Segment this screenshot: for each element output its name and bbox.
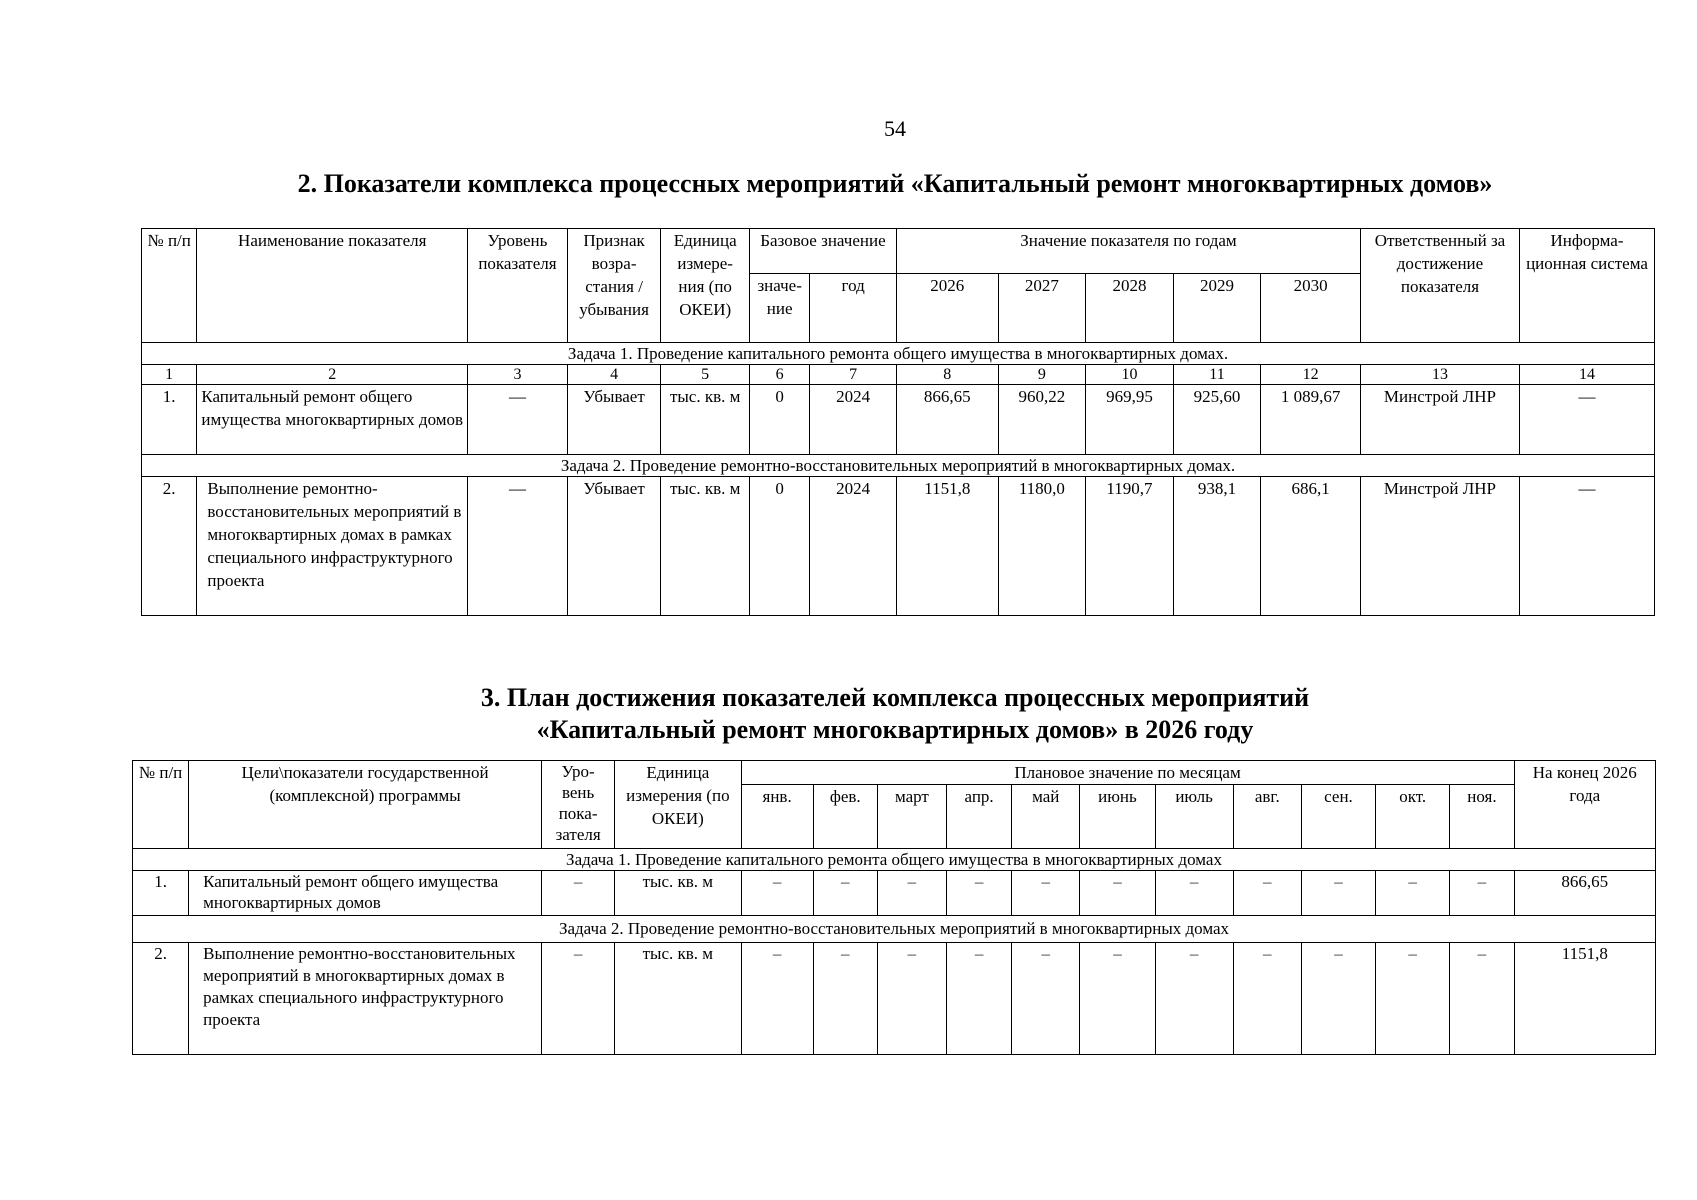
row-responsible: Минстрой ЛНР (1360, 385, 1519, 455)
row-unit: тыс. кв. м (661, 477, 750, 616)
column-number: 3 (468, 365, 568, 385)
column-number: 4 (567, 365, 661, 385)
row-2026: 1151,8 (896, 477, 998, 616)
row-unit: тыс. кв. м (615, 943, 741, 1055)
header-num: № п/п (142, 229, 197, 343)
row-month-value: – (1012, 871, 1080, 916)
header-month: окт. (1376, 785, 1450, 849)
header-num: № п/п (133, 761, 189, 849)
row-level: – (542, 943, 615, 1055)
indicators-table (141, 228, 1655, 616)
row-month-value: – (1301, 871, 1375, 916)
row-month-value: – (1450, 943, 1514, 1055)
row-2028: 1190,7 (1086, 477, 1174, 616)
header-month: авг. (1233, 785, 1301, 849)
column-number: 8 (896, 365, 998, 385)
header-month: июль (1155, 785, 1233, 849)
row-2030: 686,1 (1261, 477, 1361, 616)
row-base-value: 0 (749, 477, 809, 616)
row-info-system: — (1519, 385, 1654, 455)
column-number: 12 (1261, 365, 1361, 385)
header-row-1 (133, 761, 1656, 785)
table-row (142, 385, 1655, 455)
header-level: Уровень показателя (468, 229, 568, 343)
header-2028: 2028 (1086, 274, 1174, 343)
task-2: Задача 2. Проведение ремонтно-восстановительных мероприятий в многоквартирных домах (133, 916, 1656, 943)
header-base: Базовое значение (749, 229, 896, 274)
row-responsible: Минстрой ЛНР (1360, 477, 1519, 616)
row-num: 2. (142, 477, 197, 616)
row-2028: 969,95 (1086, 385, 1174, 455)
header-2030: 2030 (1261, 274, 1361, 343)
column-number: 2 (197, 365, 468, 385)
column-number: 5 (661, 365, 750, 385)
row-month-value: – (1233, 871, 1301, 916)
task-row (133, 849, 1656, 871)
header-goals: Цели\показатели государственной (комплексной) программы (189, 761, 542, 849)
task-row (142, 343, 1655, 365)
row-2030: 1 089,67 (1261, 385, 1361, 455)
task-row (142, 455, 1655, 477)
column-number: 14 (1519, 365, 1654, 385)
row-num: 1. (133, 871, 189, 916)
header-row-1 (142, 229, 1655, 274)
section3-title-line1: 3. План достижения показателей комплекса процессных мероприятий (480, 683, 1310, 712)
header-unit: Единица измере-ния (по ОКЕИ) (661, 229, 750, 343)
section2-title: 2. Показатели комплекса процессных мероприятий «Капитальный ремонт многоквартирных домов» (297, 169, 1493, 198)
header-level: Уро-вень пока-зателя (542, 761, 615, 849)
row-month-value: – (1233, 943, 1301, 1055)
row-level: — (468, 477, 568, 616)
header-trend: Признак возра-стания / убывания (567, 229, 661, 343)
header-2026: 2026 (896, 274, 998, 343)
column-number: 1 (142, 365, 197, 385)
header-unit: Единица измерения (по ОКЕИ) (615, 761, 741, 849)
row-trend: Убывает (567, 477, 661, 616)
row-trend: Убывает (567, 385, 661, 455)
header-monthly: Плановое значение по месяцам (741, 761, 1514, 785)
header-responsible: Ответственный за достижение показателя (1360, 229, 1519, 343)
header-month: фев. (813, 785, 877, 849)
header-month: сен. (1301, 785, 1375, 849)
row-month-value: – (741, 871, 813, 916)
row-name: Капитальный ремонт общего имущества многоквартирных домов (189, 871, 542, 916)
table-row (142, 477, 1655, 616)
header-2027: 2027 (998, 274, 1086, 343)
row-year-end: 1151,8 (1514, 943, 1655, 1055)
column-number: 7 (810, 365, 897, 385)
header-info-system: Информа-ционная система (1519, 229, 1654, 343)
row-month-value: – (877, 871, 946, 916)
column-number: 13 (1360, 365, 1519, 385)
column-number: 9 (998, 365, 1086, 385)
row-month-value: – (813, 943, 877, 1055)
row-month-value: – (1080, 943, 1155, 1055)
row-month-value: – (1376, 943, 1450, 1055)
row-2029: 925,60 (1173, 385, 1261, 455)
task-1: Задача 1. Проведение капитального ремонта общего имущества в многоквартирных домах. (142, 343, 1655, 365)
row-month-value: – (947, 871, 1012, 916)
table-row (133, 943, 1656, 1055)
column-numbers-row (142, 365, 1655, 385)
row-month-value: – (1376, 871, 1450, 916)
header-base-value: значе-ние (749, 274, 809, 343)
column-number: 11 (1173, 365, 1261, 385)
row-2027: 1180,0 (998, 477, 1086, 616)
row-info-system: — (1519, 477, 1654, 616)
row-num: 1. (142, 385, 197, 455)
row-month-value: – (947, 943, 1012, 1055)
column-number: 6 (749, 365, 809, 385)
row-month-value: – (813, 871, 877, 916)
plan-table (132, 760, 1656, 1055)
row-month-value: – (877, 943, 946, 1055)
task-2: Задача 2. Проведение ремонтно-восстановительных мероприятий в многоквартирных домах. (142, 455, 1655, 477)
header-2029: 2029 (1173, 274, 1261, 343)
page-number: 54 (884, 116, 906, 141)
row-level: – (542, 871, 615, 916)
header-month: май (1012, 785, 1080, 849)
row-level: — (468, 385, 568, 455)
row-year-end: 866,65 (1514, 871, 1655, 916)
table-row (133, 871, 1656, 916)
section3-title (0, 682, 1697, 746)
header-month: апр. (947, 785, 1012, 849)
row-unit: тыс. кв. м (615, 871, 741, 916)
task-1: Задача 1. Проведение капитального ремонта общего имущества в многоквартирных домах (133, 849, 1656, 871)
row-num: 2. (133, 943, 189, 1055)
header-name: Наименование показателя (197, 229, 468, 343)
header-month: ноя. (1450, 785, 1514, 849)
row-name: Выполнение ремонтно-восстановительных мероприятий в многоквартирных домах в рамках специального инфраструктурного проекта (197, 477, 468, 616)
header-month: июнь (1080, 785, 1155, 849)
row-month-value: – (1155, 943, 1233, 1055)
row-name: Выполнение ремонтно-восстановительных мероприятий в многоквартирных домах в рамках специального инфраструктурного проекта (189, 943, 542, 1055)
row-2026: 866,65 (896, 385, 998, 455)
row-name: Капитальный ремонт общего имущества многоквартирных домов (197, 385, 468, 455)
row-month-value: – (1450, 871, 1514, 916)
row-base-year: 2024 (810, 385, 897, 455)
section3-title-line2: «Капитальный ремонт многоквартирных домов» в 2026 году (536, 715, 1254, 744)
row-month-value: – (741, 943, 813, 1055)
header-year-end: На конец 2026 года (1514, 761, 1655, 849)
header-by-years: Значение показателя по годам (896, 229, 1360, 274)
row-2029: 938,1 (1173, 477, 1261, 616)
header-month: янв. (741, 785, 813, 849)
row-unit: тыс. кв. м (661, 385, 750, 455)
header-base-year: год (810, 274, 897, 343)
row-base-value: 0 (749, 385, 809, 455)
header-month: март (877, 785, 946, 849)
column-number: 10 (1086, 365, 1174, 385)
row-month-value: – (1012, 943, 1080, 1055)
row-month-value: – (1301, 943, 1375, 1055)
row-2027: 960,22 (998, 385, 1086, 455)
row-base-year: 2024 (810, 477, 897, 616)
task-row (133, 916, 1656, 943)
row-month-value: – (1080, 871, 1155, 916)
row-month-value: – (1155, 871, 1233, 916)
